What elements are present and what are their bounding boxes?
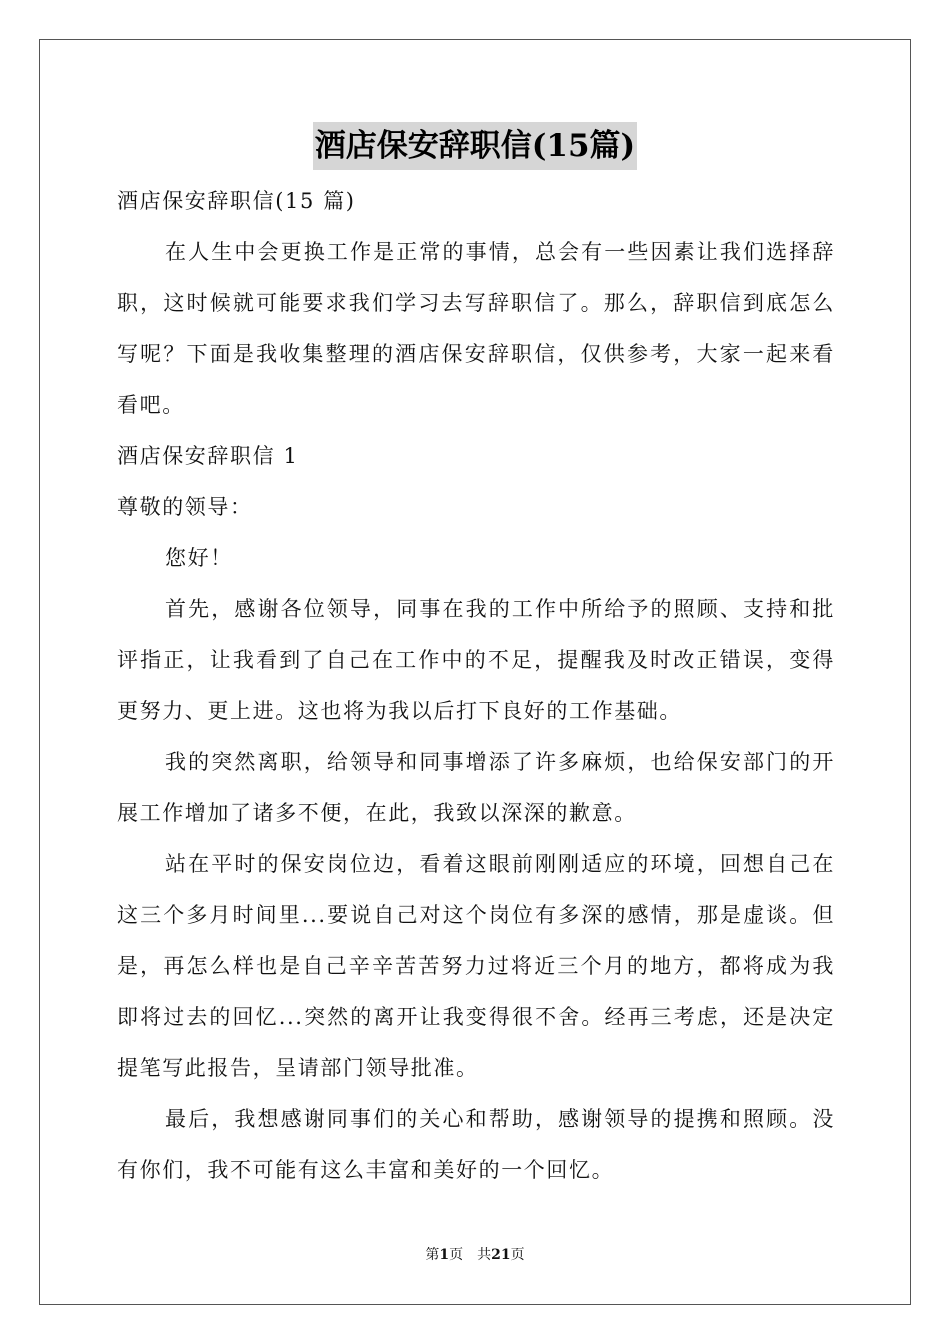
total-page-number: 21 bbox=[491, 1247, 511, 1263]
intro-paragraph: 在人生中会更换工作是正常的事情，总会有一些因素让我们选择辞职，这时候就可能要求我们学习去写辞职信了。那么，辞职信到底怎么写呢？下面是我收集整理的酒店保安辞职信，仅供参考，大家一起来看看吧。 bbox=[117, 240, 835, 417]
greeting: 您好！ bbox=[165, 546, 233, 570]
body-paragraph: 最后，我想感谢同事们的关心和帮助，感谢领导的提携和照顾。没有你们，我不可能有这么丰富和美好的一个回忆。 bbox=[117, 1107, 835, 1182]
page-footer bbox=[0, 1245, 950, 1265]
document-subtitle: 酒店保安辞职信(15 篇) bbox=[117, 189, 356, 213]
body-paragraph: 站在平时的保安岗位边，看着这眼前刚刚适应的环境，回想自己在这三个多月时间里...要说自己对这个岗位有多深的感情，那是虚谈。但是，再怎么样也是自己辛辛苦苦努力过将近三个月的地方，都将成为我即将过去的回忆...突然的离开让我变得很不舍。经再三考虑，还是决定提笔写此报告，呈请部门领导批准。 bbox=[117, 852, 835, 1080]
document-body bbox=[117, 176, 835, 1196]
document-title: 酒店保安辞职信(15篇) bbox=[313, 122, 637, 170]
current-page-number: 1 bbox=[439, 1247, 450, 1263]
salutation: 尊敬的领导： bbox=[117, 495, 253, 519]
section-heading: 酒店保安辞职信 1 bbox=[117, 444, 299, 468]
body-paragraph: 首先，感谢各位领导，同事在我的工作中所给予的照顾、支持和批评指正，让我看到了自己在工作中的不足，提醒我及时改正错误，变得更努力、更上进。这也将为我以后打下良好的工作基础。 bbox=[117, 597, 835, 723]
body-paragraph: 我的突然离职，给领导和同事增添了许多麻烦，也给保安部门的开展工作增加了诸多不便，在此，我致以深深的歉意。 bbox=[117, 750, 835, 825]
page-mid: 页 共 bbox=[449, 1247, 492, 1263]
page-suffix: 页 bbox=[510, 1247, 525, 1263]
page-prefix: 第 bbox=[425, 1247, 440, 1263]
title-container bbox=[0, 122, 950, 170]
